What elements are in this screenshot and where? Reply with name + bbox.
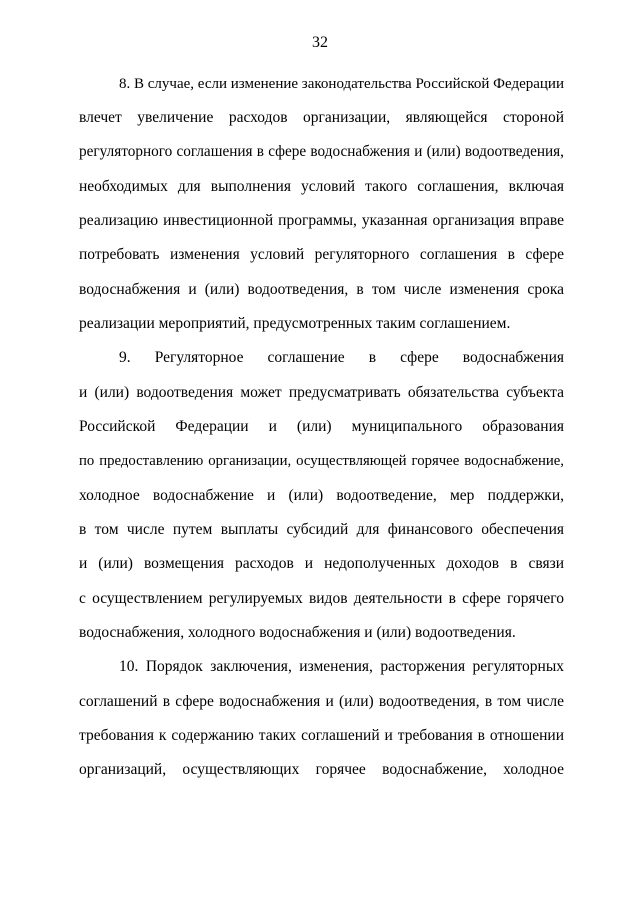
paragraph-line: потребовать изменения условий регуляторного соглашения в сфере xyxy=(79,246,564,263)
paragraph-line: реализации мероприятий, предусмотренных таким соглашением. xyxy=(79,315,511,332)
paragraph-line: организаций, осуществляющих горячее водоснабжение, холодное xyxy=(79,761,564,778)
paragraph-line: по предоставлению организации, осуществляющей горячее водоснабжение, xyxy=(79,453,564,469)
paragraph-line: и (или) возмещения расходов и недополученных доходов в связи xyxy=(79,555,564,572)
page-number: 32 xyxy=(312,34,328,51)
paragraph-line: водоснабжения и (или) водоотведения, в том числе изменения срока xyxy=(79,281,564,298)
paragraph-line: водоснабжения, холодного водоснабжения и (или) водоотведения. xyxy=(79,624,516,641)
paragraph-line: требования к содержанию таких соглашений и требования в отношении xyxy=(79,727,564,744)
paragraph-line: влечет увеличение расходов организации, являющейся стороной xyxy=(79,109,564,126)
paragraph-line: и (или) водоотведения может предусматривать обязательства субъекта xyxy=(79,384,564,401)
paragraph-line: необходимых для выполнения условий такого соглашения, включая xyxy=(79,178,564,195)
paragraph-line: регуляторного соглашения в сфере водоснабжения и (или) водоотведения, xyxy=(79,143,564,160)
paragraph-line: соглашений в сфере водоснабжения и (или) водоотведения, в том числе xyxy=(79,693,564,710)
paragraph-line: 8. В случае, если изменение законодательства Российской Федерации xyxy=(119,76,564,92)
paragraph-line: 10. Порядок заключения, изменения, расторжения регуляторных xyxy=(119,658,564,675)
paragraph-line: Российской Федерации и (или) муниципального образования xyxy=(79,418,564,435)
paragraph-line: холодное водоснабжение и (или) водоотведение, мер поддержки, xyxy=(79,487,564,504)
paragraph-line: в том числе путем выплаты субсидий для финансового обеспечения xyxy=(79,521,564,538)
paragraph-line: реализацию инвестиционной программы, указанная организация вправе xyxy=(79,212,564,229)
paragraph-line: 9. Регуляторное соглашение в сфере водоснабжения xyxy=(119,349,564,366)
paragraph-line: с осуществлением регулируемых видов деятельности в сфере горячего xyxy=(79,590,564,607)
